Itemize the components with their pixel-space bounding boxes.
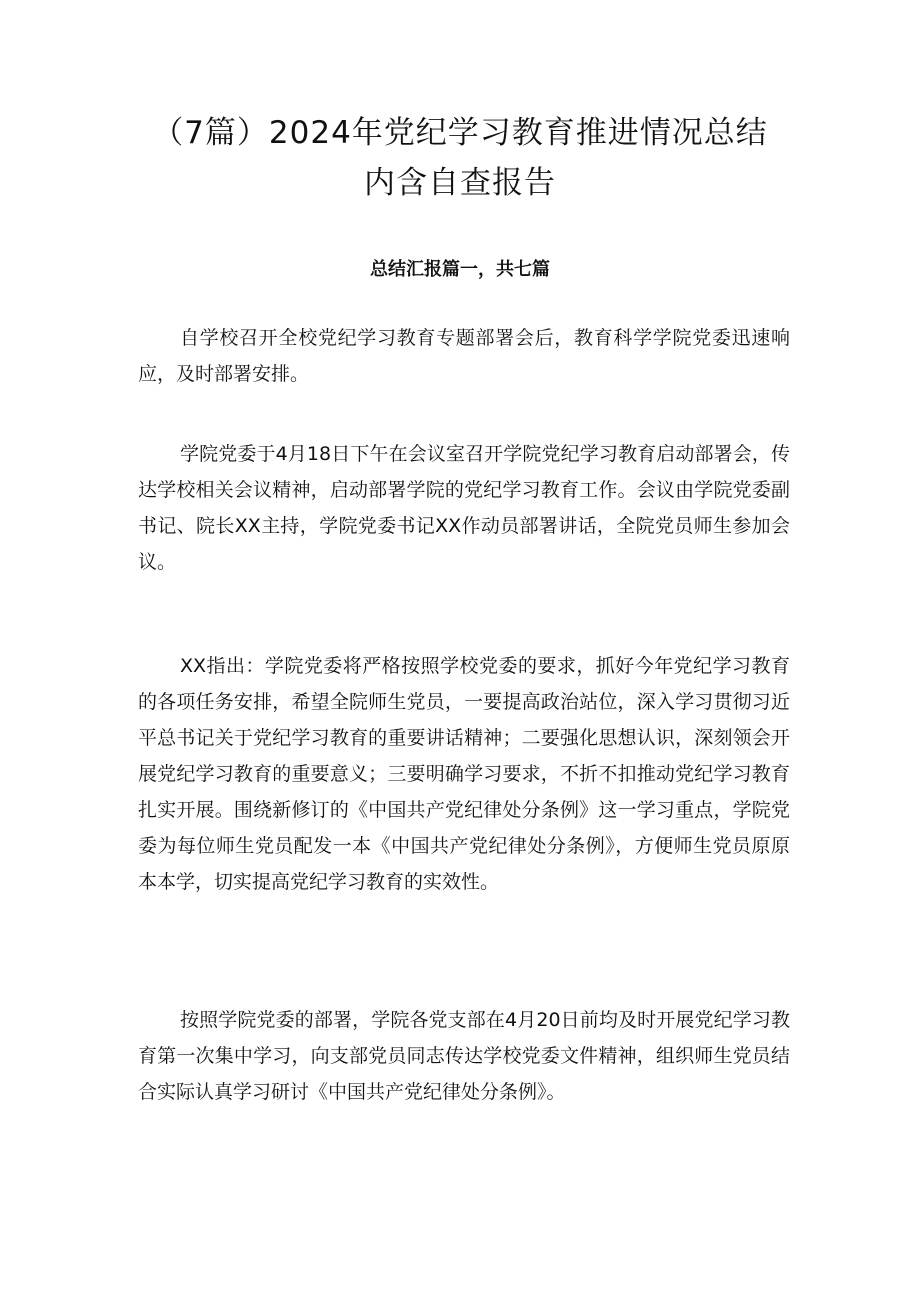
paragraph: 按照学院党委的部署，学院各党支部在4月20日前均及时开展党纪学习教育第一次集中学习，向支部党员同志传达学校党委文件精神，组织师生党员结合实际认真学习研讨《中国共产党纪律处分条例》。 [138,1009,790,1103]
paragraph: XX指出：学院党委将严格按照学校党委的要求，抓好今年党纪学习教育的各项任务安排，希望全院师生党员，一要提高政治站位，深入学习贯彻习近平总书记关于党纪学习教育的重要讲话精神；二要强化思想认识，深刻领会开展党纪学习教育的重要意义；三要明确学习要求，不折不扣推动党纪学习教育扎实开展。围绕新修订的《中国共产党纪律处分条例》这一学习重点，学院党委为每位师生党员配发一本《中国共产党纪律处分条例》，方便师生党员原原本本学，切实提高党纪学习教育的实效性。 [138,655,790,893]
paragraph: 自学校召开全校党纪学习教育专题部署会后，教育科学学院党委迅速响应，及时部署安排。 [138,327,790,385]
paragraph: 学院党委于4月18日下午在会议室召开学院党纪学习教育启动部署会，传达学校相关会议精神，启动部署学院的党纪学习教育工作。会议由学院党委副书记、院长XX主持，学院党委书记XX作动员部署讲话，全院党员师生参加会议。 [138,443,790,573]
section-heading: 总结汇报篇一，共七篇 [370,259,550,280]
document-title [120,108,800,208]
title-line-1: （7篇）2024年党纪学习教育推进情况总结 [152,115,768,151]
title-line-2: 内含自查报告 [364,165,556,201]
